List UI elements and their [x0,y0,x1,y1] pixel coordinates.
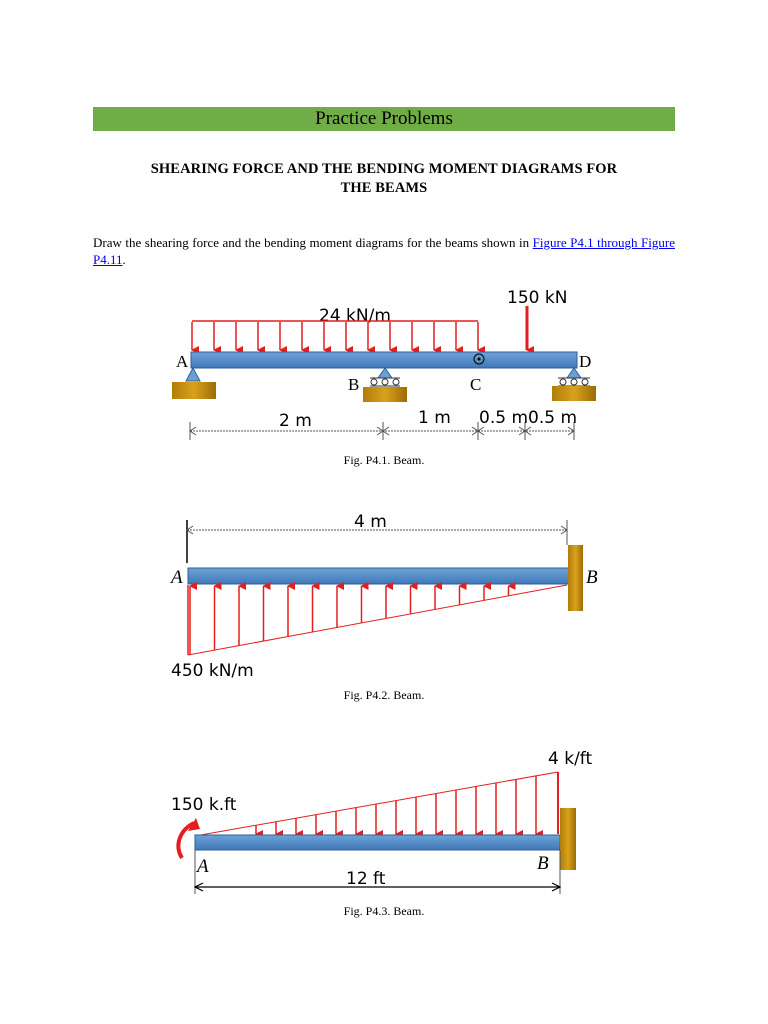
roller-d-wheels [558,378,590,386]
figure-p4-1 [172,288,596,440]
udl-arrows [192,322,478,350]
heading-line-2: THE BEAMS [340,180,428,196]
roller-b-wheels [370,378,400,386]
linear-load-arrows [190,586,509,655]
beam-2 [188,568,569,584]
caption-fig-p4-3: Fig. P4.3. Beam. [343,904,425,918]
load-label-450: 450 kN/m [171,661,254,681]
label-a: A [176,352,189,371]
ground-d [552,386,596,401]
label-b-2: B [586,567,598,588]
ground-a [172,382,216,399]
dim-1m: 1 m [418,408,451,428]
moment-label: 150 k.ft [171,795,237,815]
dim-2m: 2 m [279,411,312,431]
dim-0-5m-b: 0.5 m [528,408,577,428]
caption-fig-p4-2: Fig. P4.2. Beam. [343,688,425,702]
label-b: B [348,375,360,394]
heading-line-1: SHEARING FORCE AND THE BENDING MOMENT DIAGRAMS FOR [150,161,618,177]
intro-text: Draw the shearing force and the bending moment diagrams for the beams shown in [93,235,533,250]
beam-1 [191,352,577,368]
ground-b [363,387,407,402]
span-4m: 4 m [354,512,387,532]
label-b-3: B [537,853,549,874]
dim-0-5m-a: 0.5 m [479,408,528,428]
load-label-4kft: 4 k/ft [548,749,593,769]
figure-p4-3 [171,749,592,894]
label-a-3: A [197,856,209,877]
caption-fig-p4-1: Fig. P4.1. Beam. [343,453,425,467]
roller-support-b-icon [378,368,392,378]
beam-3 [195,835,560,850]
point-load-label: 150 kN [507,288,568,308]
banner-title: Practice Problems [315,108,453,129]
linear-load-line [188,585,567,655]
intro-end: . [122,252,126,267]
label-c: C [470,375,482,394]
fixed-wall-b-3 [560,808,576,870]
fixed-wall-b [568,545,583,611]
triangular-load-arrows [256,776,536,834]
figure-range-link[interactable]: Figure P4.1 through Figure P4.11 [93,235,675,267]
udl-label: 24 kN/m [319,306,391,326]
span-12ft: 12 ft [346,869,386,889]
label-a-2: A [171,567,183,588]
figure-p4-2 [169,512,598,681]
label-d: D [579,352,592,371]
hinge-c-dot [478,358,481,361]
